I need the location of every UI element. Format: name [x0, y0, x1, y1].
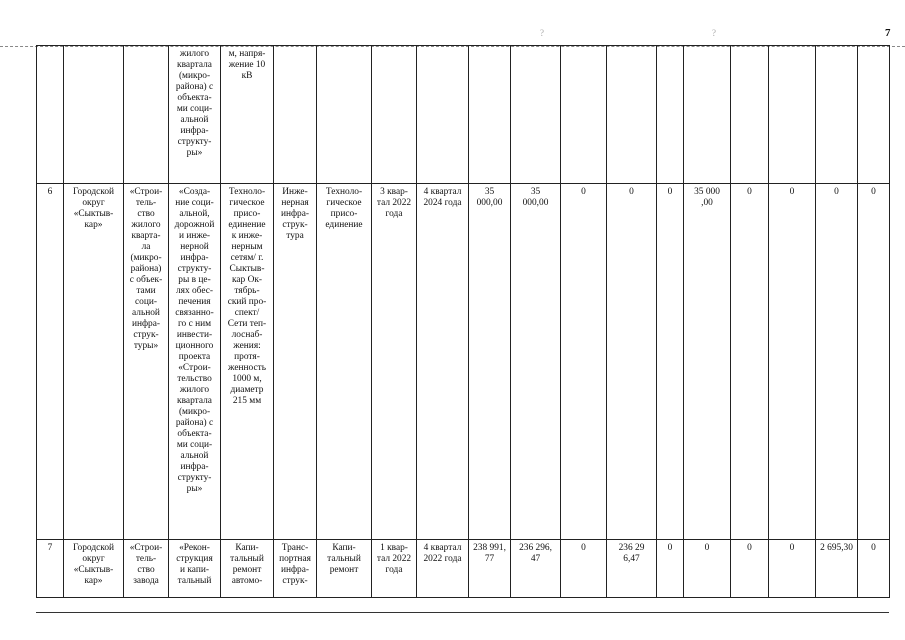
cell-row-num — [37, 46, 64, 184]
cell-infrastructure-type: Инже- нерная инфра- струк- тура — [274, 184, 317, 540]
table-row-6 — [37, 184, 890, 540]
table-row-continuation — [37, 46, 890, 184]
cell-value: 0 — [816, 184, 858, 540]
cell-value: 0 — [561, 540, 607, 598]
cell-row-num: 6 — [37, 184, 64, 540]
cell-municipality: Городской округ «Сыктыв- кар» — [64, 184, 124, 540]
cell-value: 0 — [858, 184, 890, 540]
scan-mark: ? — [712, 28, 716, 38]
cell-value: 238 991, 77 — [469, 540, 511, 598]
cell-project-goal: «Созда- ние соци- альной, дорожной и инже- нерной инфра- структу- ры в це- лях обес- печения связанно- го с ним инвести- ционного проекта «Строи- тельство жилого квартала (микро- района) с объекта- ми соци- альной инфра- структу- ры» — [169, 184, 221, 540]
cell-work-type: Техноло- гическое присо- единение — [317, 184, 372, 540]
cell-value: 35 000,00 — [469, 184, 511, 540]
cell-project-goal: жилого квартала (микро- района) с объекта- ми соци- альной инфра- структу- ры» — [169, 46, 221, 184]
cell-value — [816, 46, 858, 184]
cell-value — [561, 46, 607, 184]
cell-value: 2 695,30 — [816, 540, 858, 598]
cell-value: 0 — [769, 540, 816, 598]
cell-object-description: Техноло- гическое присо- единение к инже- нерным сетям/ г. Сыктыв- кар Ок- тябрь- ский про- спект/ Сети теп- лоснаб- жения: протя- женность 1000 м, диаметр 215 мм — [221, 184, 274, 540]
cell-value: 0 — [769, 184, 816, 540]
cell-investment-project: «Строи- тель- ство жилого кварта- ла (микро- района) с объек- тами соци- альной инфра- струк- туры» — [124, 184, 169, 540]
cell-municipality: Городской округ «Сыктыв- кар» — [64, 540, 124, 598]
cell-end-date — [417, 46, 469, 184]
scan-mark: ? — [540, 28, 544, 38]
cell-investment-project: «Строи- тель- ство завода — [124, 540, 169, 598]
cell-value: 0 — [858, 540, 890, 598]
table-row-7 — [37, 540, 890, 598]
cell-value — [858, 46, 890, 184]
cell-value — [684, 46, 731, 184]
cell-start-date: 3 квар- тал 2022 года — [372, 184, 417, 540]
cell-value: 0 — [657, 184, 684, 540]
cell-value: 0 — [561, 184, 607, 540]
cell-value: 236 296, 47 — [511, 540, 561, 598]
cell-work-type — [317, 46, 372, 184]
cell-value — [469, 46, 511, 184]
cell-start-date — [372, 46, 417, 184]
cell-infrastructure-type: Транс- портная инфра- струк- — [274, 540, 317, 598]
cell-work-type: Капи- тальный ремонт — [317, 540, 372, 598]
document-sheet — [36, 45, 889, 615]
cell-value: 0 — [731, 540, 769, 598]
cell-value: 0 — [657, 540, 684, 598]
data-table — [36, 45, 890, 598]
bottom-rule — [36, 612, 889, 613]
cell-infrastructure-type — [274, 46, 317, 184]
cell-value: 0 — [731, 184, 769, 540]
cell-value: 35 000 ,00 — [684, 184, 731, 540]
cell-row-num: 7 — [37, 540, 64, 598]
page-number: 7 — [885, 27, 891, 39]
cell-end-date: 4 квартал 2022 года — [417, 540, 469, 598]
cell-value: 35 000,00 — [511, 184, 561, 540]
cell-object-description: м, напря- жение 10 кВ — [221, 46, 274, 184]
cell-end-date: 4 квартал 2024 года — [417, 184, 469, 540]
cell-value — [511, 46, 561, 184]
cell-value — [731, 46, 769, 184]
cell-investment-project — [124, 46, 169, 184]
cell-value — [607, 46, 657, 184]
cell-value: 0 — [684, 540, 731, 598]
cell-value — [657, 46, 684, 184]
cell-value: 236 29 6,47 — [607, 540, 657, 598]
cell-value — [769, 46, 816, 184]
cell-project-goal: «Рекон- струкция и капи- тальный — [169, 540, 221, 598]
cell-start-date: 1 квар- тал 2022 года — [372, 540, 417, 598]
cell-municipality — [64, 46, 124, 184]
cell-value: 0 — [607, 184, 657, 540]
cell-object-description: Капи- тальный ремонт автомо- — [221, 540, 274, 598]
